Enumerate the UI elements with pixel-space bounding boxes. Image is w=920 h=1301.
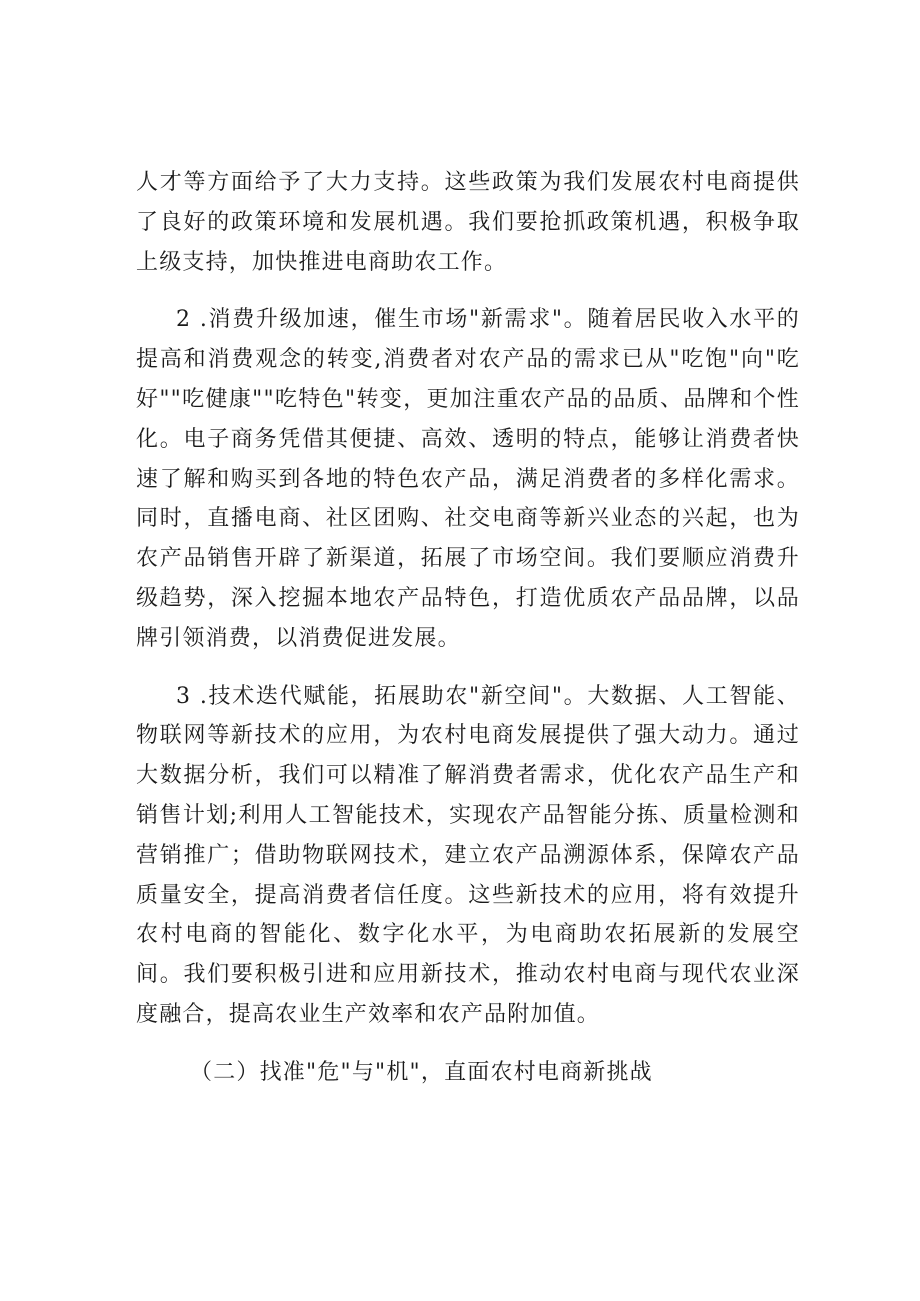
paragraph-technology-empowerment: 3 .技术迭代赋能，拓展助农"新空间"。大数据、人工智能、物联网等新技术的应用，为农村电商发展提供了强大动力。通过大数据分析，我们可以精准了解消费者需求，优化农产品生产和销售计划;利用人工智能技术，实现农产品智能分拣、质量检测和营销推广；借助物联网技术，建立农产品溯源体系，保障农产品质量安全，提高消费者信任度。这些新技术的应用，将有效提升农村电商的智能化、数字化水平，为电商助农拓展新的发展空间。我们要积极引进和应用新技术，推动农村电商与现代农业深度融合，提高农业生产效率和农产品附加值。: [136, 683, 800, 1027]
paragraph-consumption-upgrade: 2 .消费升级加速，催生市场"新需求"。随着居民收入水平的提高和消费观念的转变,消费者对农产品的需求已从"吃饱"向"吃好""吃健康""吃特色"转变，更加注重农产品的品质、品牌和个性化。电子商务凭借其便捷、高效、透明的特点，能够让消费者快速了解和购买到各地的特色农产品，满足消费者的多样化需求。同时，直播电商、社区团购、社交电商等新兴业态的兴起，也为农产品销售开辟了新渠道，拓展了市场空间。我们要顺应消费升级趋势，深入挖掘本地农产品特色，打造优质农产品品牌，以品牌引领消费，以消费促进发展。: [136, 307, 800, 651]
document-body: [136, 163, 800, 1093]
paragraph-policy-support: 人才等方面给予了大力支持。这些政策为我们发展农村电商提供了良好的政策环境和发展机遇。我们要抢抓政策机遇，积极争取上级支持，加快推进电商助农工作。: [136, 170, 800, 275]
section-heading: （二）找准"危"与"机"，直面农村电商新挑战: [190, 1059, 653, 1085]
